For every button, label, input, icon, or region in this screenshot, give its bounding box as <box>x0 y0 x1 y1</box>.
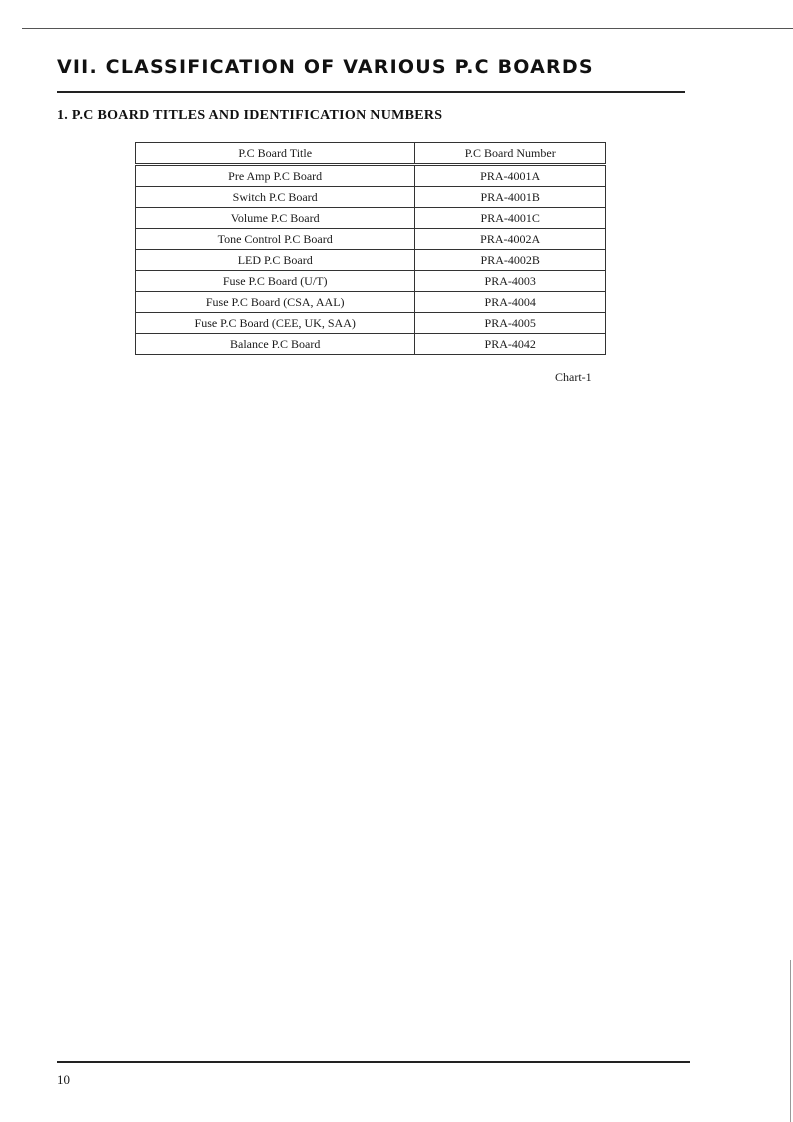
section-heading: 1. P.C BOARD TITLES AND IDENTIFICATION NUMBERS <box>57 108 443 123</box>
board-number-cell: PRA-4003 <box>415 271 606 292</box>
table-row <box>136 271 606 292</box>
scan-edge-line <box>790 960 791 1122</box>
table-row <box>136 165 606 187</box>
table-row <box>136 208 606 229</box>
table-row <box>136 229 606 250</box>
chapter-title: VII. CLASSIFICATION OF VARIOUS P.C BOARDS <box>57 56 594 78</box>
header-board-number: P.C Board Number <box>415 143 606 165</box>
board-title-cell: Fuse P.C Board (CEE, UK, SAA) <box>136 313 415 334</box>
board-title-cell: Volume P.C Board <box>136 208 415 229</box>
board-title-cell: Tone Control P.C Board <box>136 229 415 250</box>
board-number-cell: PRA-4004 <box>415 292 606 313</box>
board-title-cell: Pre Amp P.C Board <box>136 165 415 187</box>
board-title-cell: LED P.C Board <box>136 250 415 271</box>
board-number-cell: PRA-4001B <box>415 187 606 208</box>
title-underline <box>57 91 685 93</box>
board-number-cell: PRA-4002B <box>415 250 606 271</box>
header-board-title: P.C Board Title <box>136 143 415 165</box>
board-title-cell: Switch P.C Board <box>136 187 415 208</box>
pc-board-table <box>135 142 606 355</box>
board-title-cell: Fuse P.C Board (U/T) <box>136 271 415 292</box>
page-number: 10 <box>57 1072 70 1087</box>
board-title-cell: Fuse P.C Board (CSA, AAL) <box>136 292 415 313</box>
table-row <box>136 292 606 313</box>
footer-rule <box>57 1061 690 1063</box>
chart-caption: Chart-1 <box>555 370 592 384</box>
board-number-cell: PRA-4002A <box>415 229 606 250</box>
table-row <box>136 187 606 208</box>
board-number-cell: PRA-4005 <box>415 313 606 334</box>
board-title-cell: Balance P.C Board <box>136 334 415 355</box>
table-row <box>136 313 606 334</box>
board-number-cell: PRA-4042 <box>415 334 606 355</box>
table-row <box>136 250 606 271</box>
table-header-row <box>136 143 606 165</box>
table-row <box>136 334 606 355</box>
top-rule <box>22 28 793 29</box>
board-number-cell: PRA-4001C <box>415 208 606 229</box>
board-number-cell: PRA-4001A <box>415 165 606 187</box>
